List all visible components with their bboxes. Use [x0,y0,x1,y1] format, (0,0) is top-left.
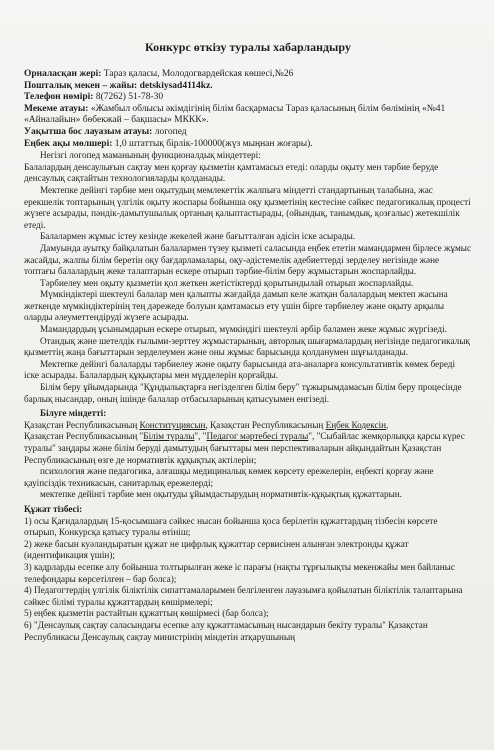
teacher-status-law-link[interactable]: Педагог мәртебесі туралы [206,431,309,442]
salary-line [24,139,472,151]
paragraph: Мектепке дейінгі тәрбие мен оқытудың мемлекеттік жалпыға міндетті стандартының талабына, жас ерекшелік топтарының үлгілік оқыту жоспары бойынша оқу қызметінің кестесіне сәйкес педагогикалық процесті жүзеге асырады, пәндік-дамытушылық ортаның қалыптастырады, (ойындық, танымдық, қозғалыс) жетекшілік етеді. [24,184,471,230]
email-label: Пошталық мекен – жайы: [24,80,138,91]
salary-value: 1,0 штаттық бірлік-100000(жүз мыңнан жоғары). [114,138,313,149]
text-span: ", "Сыбайлас жемқорлыққа қарсы күрес туралы" заңдары және білім беруді дамытудың бағыттары мен перспективаларын айқындайтын Қазақстан Республикасының өзге де нормативтік құқықтық актілерін; [24,431,465,465]
document-title: Конкурс өткізу туралы хабарландыру [145,40,351,54]
position-line [24,127,472,139]
must-know-item: мектепке дейінгі тәрбие мен оқытуды ұйымдастырудың нормативтік-құқықтық құжаттарын. [40,489,402,500]
education-law-link[interactable]: Білім туралы [143,431,195,442]
document-item: 4) Педагогтердің үлгілік біліктілік сипаттамаларымен белгіленген лауазымға қойылатын біліктілік талаптарына сәйкес білімі туралы құжаттардың көшірмелері; [24,585,463,607]
paragraph: Дамуында ауытқу байқалатын балалармен түзеу қызметі саласында еңбек ететін мамандармен бірлесе жұмыс жасайды, жалпы білім беретін оқу бағдарламалары, оқу-әдістемелік әдебиеттерді зерделеу негізінде және топтағы балалардың жеке талаптарын ескере отырып тәрбие-білім беру жұмыстарын жоспарлайды. [24,242,472,277]
org-line [24,104,472,127]
paragraph: Білім беру ұйымдарында "Құндылықтарға негізделген білім беру" тұжырымдамасын білім беру процесінде барлық нысандар, оның ішінде балалар отбасыларының қатысуымен енгізеді. [24,382,462,404]
salary-label: Еңбек ақы мөлшері: [24,138,113,149]
constitution-link[interactable]: Конституциясын [139,419,206,430]
phone-value: 8(7262) 51-78-30 [95,92,164,103]
text-span: , Қазақстан Республикасының [205,419,326,430]
paragraph: Мүмкіндіктері шектеулі балалар мен қалыпты жағдайда дамып келе жатқан балалардың мектеп жасына жеткенде мүмкіндіктерінің тең дәрежеде болуын қамтамасыз ету үшін бірге тәрбиелеу және оқыту арқылы оларды әлеуметтендіруді жүзеге асырады. [24,289,448,323]
email-value: detskiysad4114kz. [139,80,213,91]
position-label: Уақытша бос лауазым атауы: [24,126,153,137]
document-item: 6) "Денсаулық сақтау саласындағы есепке алу құжаттамасының нысандарын бекіту туралы" Қазақстан Республикасы Денсаулық сақтау министрінің міндетін атқарушының [24,619,428,642]
labor-code-link[interactable]: Еңбек Кодексін [325,419,387,430]
paragraph: Мектепке дейінгі балаларды тәрбиелеу және оқыту барысында ата-аналарға консультативтік көмек береді іске асырады. Балалардың құқықтары мен мүдделерін қорғайды. [24,358,456,381]
paragraph: Тәрбиелеу мен оқыту қызметін қол жеткен жетістіктерді қорытындылай отырып жоспарлайды. [40,277,414,288]
paragraph: Мамандардың ұсынымдарын ескере отырып, мүмкіндігі шектеулі әрбір баламен жеке жұмыс жүргізеді. [40,324,447,335]
duties-section [24,150,472,643]
paragraph: Балалардың денсаулығын сақтау мен қорғау қызметін қамтамасыз етеді: оларды оқыту мен тәрбие беруде денсаулық сақтайтын технологияларды қолданады. [24,161,439,184]
location-line [24,69,472,81]
text-span: ", " [194,431,207,442]
location-value: Тараз қаласы, Молодогвардейская көшесі,№26 [103,69,294,79]
must-know-item [24,420,472,432]
position-value: логопед [154,126,187,137]
paragraph: Негізгі логопед маманының функционалдық міндеттері: [40,150,261,161]
text-span: Қазақстан Республикасының [24,419,140,430]
text-span: , [386,419,389,430]
document-item: 2) жеке басын куәландыратын құжат не цифрлық құжаттар сервисінен алынған электронды құжат (идентификация үшін); [24,538,409,561]
phone-line [24,92,472,104]
phone-label: Телефон нөмірі: [24,92,94,103]
documents-heading: Құжат тізбесі: [24,503,83,514]
document-item: 1) осы Қағидалардың 15-қосымшаға сәйкес нысан бойынша қоса берілетін құжаттардың тізбесін көрсете отырып, Конкурсқа қатысу туралы өтініш; [24,515,438,538]
paragraph: Балалармен жұмыс істеу кезінде жекелей және бағытталған әдісін іске асырады. [40,231,356,242]
document-item: 5) еңбек қызметін растайтын құжаттың көшірмесі (бар болса); [24,608,269,619]
location-label: Орналасқан жері: [24,69,102,79]
org-value: «Жамбыл облысы әкімдігінің білім басқармасы Тараз қаласының білім бөлімінің «№41 «Айналайын» бөбекжай – бақшасы» МККК». [24,103,446,126]
org-label: Мекеме атауы: [24,103,89,114]
text-span: Қазақстан Республикасының " [24,431,144,442]
paragraph: Отандық және шетелдік ғылыми-зерттеу жұмыстарының, авторлық шығармалардың негізінде педагогикалық қызметтің жаңа бағыттарын зерделеумен және оны жұмыс барысында қолданумен шұғылданады. [24,335,470,358]
must-know-item: психология және педагогика, алғашқы медициналық көмек көрсету ережелерін, еңбекті қорғау және қауіпсіздік техникасын, санитарлық ережелерді; [24,466,434,488]
document-item: 3) кадрларды есепке алу бойынша толтырылған жеке іс парағы (нақты тұрғылықты мекенжайы мен байланыс телефондары көрсетілген – бар болса); [24,561,455,584]
must-know-heading: Білуге міндетті: [40,408,107,419]
contact-info [24,69,472,150]
must-know-item [24,431,472,466]
email-line [24,81,472,93]
